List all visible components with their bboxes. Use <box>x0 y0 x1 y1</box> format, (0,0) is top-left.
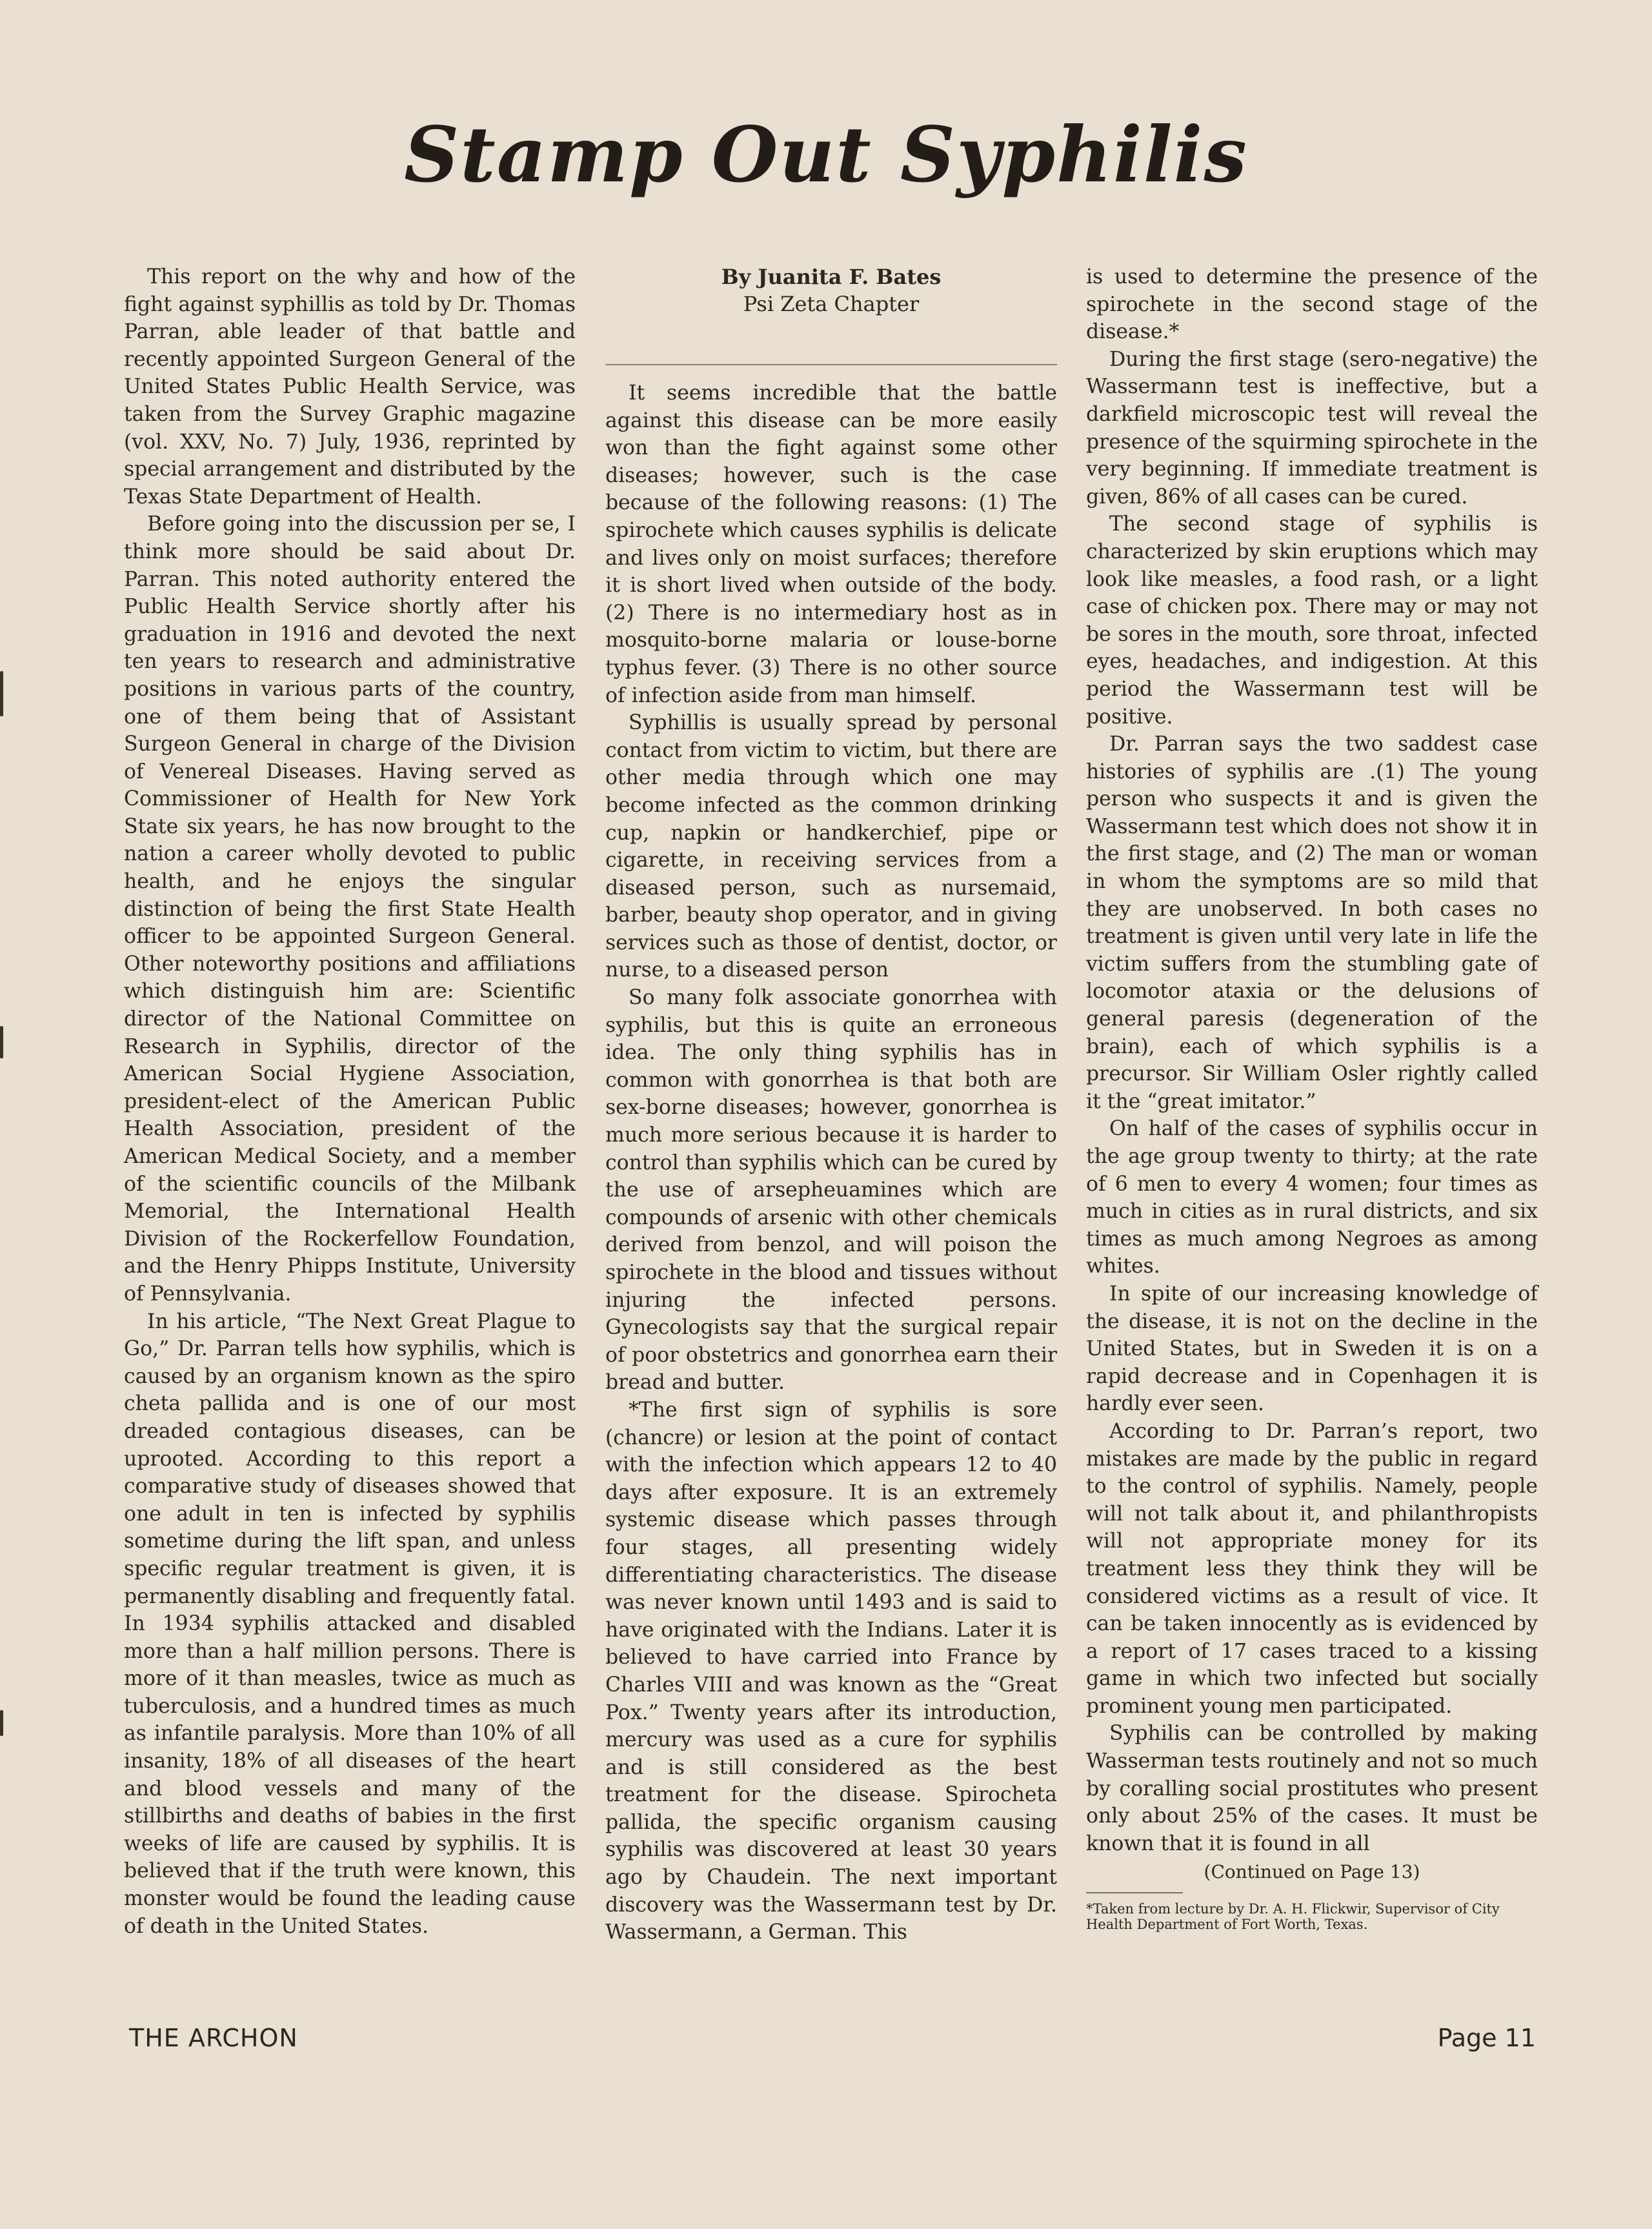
paragraph: So many folk associate gonorrhea with syphilis, but this is quite an erroneous idea. The only thing syphilis has in common with gonorrhea is that both are sex-borne diseases; however, gonorrhea is much more serious because it is harder to control than syphilis which can be cured by the use of arsepheuamines which are compounds of arsenic with other chemicals derived from benzol, and will poison the spirochete in the blood and tissues without injuring the infected persons. Gynecologists say that the surgical repair of poor obstetrics and gonorrhea earn their bread and butter. <box>605 986 1057 1395</box>
article-title: Stamp Out Syphilis <box>404 110 1248 199</box>
paragraph: It seems incredible that the battle against this disease can be more easily won than the fight against some other diseases; however, such is the case because of the following reasons: (1) The spirochete which causes syphilis is delicate and lives only on moist surfaces; therefore it is short lived when outside of the body. (2) There is no intermediary host as in mosquito-borne malaria or louse-borne typhus fever. (3) There is no other source of infection aside from man himself. <box>605 381 1057 707</box>
binding-mark <box>0 671 3 716</box>
footnote-divider <box>1086 1892 1183 1893</box>
binding-mark <box>0 1026 3 1058</box>
continued-note: (Continued on Page 13) <box>1204 1861 1420 1883</box>
paragraph: According to Dr. Parran’s report, two mistakes are made by the public in regard to the control of syphilis. Namely, people will not talk about it, and philanthropists will not appropriate money for its treatment less they think they will be considered victims as a result of vice. It can be taken innocently as is evidenced by a report of 17 cases traced to a kissing game in which two infected but socially prominent young men participated. <box>1086 1419 1538 1718</box>
paragraph: Before going into the discussion per se, I think more should be said about Dr. Parran. This noted authority entered the Public Health Service shortly after his graduation in 1916 and devoted the next ten years to research and administrative positions in various parts of the country, one of them being that of Assistant Surgeon General in charge of the Division of Venereal Diseases. Having served as Commissioner of Health for New York State six years, he has now brought to the nation a career wholly devoted to public health, and he enjoys the singular distinction of being the first State Health officer to be appointed Surgeon General. Other noteworthy positions and affiliations which distinguish him are: Scientific director of the National Committee on Research in Syphilis, director of the American Social Hygiene Association, president-elect of the American Public Health Association, president of the American Medical Society, and a member of the scientific councils of the Milbank Memorial, the International Health Division of the Rockerfellow Foundation, and the Henry Phipps Institute, University of Pennsylvania. <box>124 512 576 1306</box>
byline-divider <box>605 364 1057 365</box>
footnote: *Taken from lecture by Dr. A. H. Flickwir, Supervisor of City Health Department of Fort Worth, Texas. <box>1086 1901 1500 1933</box>
byline <box>605 263 1057 318</box>
paragraph: is used to determine the presence of the spirochete in the second stage of the disease.* <box>1086 265 1538 344</box>
column-2 <box>605 263 1057 1946</box>
author-name: By Juanita F. Bates <box>721 265 942 289</box>
paragraph: In his article, “The Next Great Plague to Go,” Dr. Parran tells how syphilis, which is caused by an organism known as the spiro cheta pallida and is one of our most dreaded contagious diseases, can be uprooted. According to this report a comparative study of diseases showed that one adult in ten is infected by syphilis sometime during the lift span, and unless specific regular treatment is given, it is permanently disabling and frequently fatal. In 1934 syphilis attacked and disabled more than a half million persons. There is more of it than measles, twice as much as tuberculosis, and a hundred times as much as infantile paralysis. More than 10% of all insanity, 18% of all diseases of the heart and blood vessels and many of the stillbirths and deaths of babies in the first weeks of life are caused by syphilis. It is believed that if the truth were known, this monster would be found the leading cause of death in the United States. <box>124 1309 576 1938</box>
paragraph: Syphilis can be controlled by making Wasserman tests routinely and not so much by coralling social prostitutes who present only about 25% of the cases. It must be known that it is found in all <box>1086 1722 1538 1855</box>
paragraph: *The first sign of syphilis is sore (chancre) or lesion at the point of contact with the infection which appears 12 to 40 days after exposure. It is an extremely systemic disease which passes through four stages, all presenting widely differentiating characteristics. The disease was never known until 1493 and is said to have originated with the Indians. Later it is believed to have carried into France by Charles VIII and was known as the “Great Pox.” Twenty years after its introduction, mercury was used as a cure for syphilis and is still considered as the best treatment for the disease. Spirocheta pallida, the specific organism causing syphilis was discovered at least 30 years ago by Chaudein. The next important discovery was the Wassermann test by Dr. Wassermann, a German. This <box>605 1398 1057 1944</box>
page-number: Page 11 <box>1437 2024 1536 2052</box>
paragraph: The second stage of syphilis is characterized by skin eruptions which may look like measles, a food rash, or a light case of chicken pox. There may or may not be sores in the mouth, sore throat, infected eyes, headaches, and indigestion. At this period the Wassermann test will be positive. <box>1086 512 1538 729</box>
paragraph: Dr. Parran says the two saddest case histories of syphilis are .(1) The young person who suspects it and is given the Wassermann test which does not show it in the first stage, and (2) The man or woman in whom the symptoms are so mild that they are unobserved. In both cases no treatment is given until very late in life the victim suffers from the stumbling gate of locomotor ataxia or the delusions of general paresis (degeneration of the brain), each of which syphilis is a precursor. Sir William Osler rightly called it the “great imitator.” <box>1086 732 1538 1113</box>
paragraph: In spite of our increasing knowledge of the disease, it is not on the decline in the United States, but in Sweden it is on a rapid decrease and in Copenhagen it is hardly ever seen. <box>1086 1282 1538 1416</box>
paragraph: During the first stage (sero-negative) the Wassermann test is ineffective, but a darkfield microscopic test will reveal the presence of the squirming spirochete in the very beginning. If immediate treatment is given, 86% of all cases can be cured. <box>1086 347 1538 509</box>
column-3 <box>1086 263 1538 1932</box>
paragraph: On half of the cases of syphilis occur in the age group twenty to thirty; at the rate of 6 men to every 4 women; four times as much in cities as in rural districts, and six times as much among Negroes as among whites. <box>1086 1117 1538 1278</box>
binding-mark <box>0 1710 3 1736</box>
publication-name: THE ARCHON <box>129 2024 298 2052</box>
chapter-name: Psi Zeta Chapter <box>743 292 920 316</box>
paragraph: This report on the why and how of the fight against syphillis as told by Dr. Thomas Parran, able leader of that battle and recently appointed Surgeon General of the United States Public Health Service, was taken from the Survey Graphic magazine (vol. XXV, No. 7) July, 1936, reprinted by special arrangement and distributed by the Texas State Department of Health. <box>124 265 576 509</box>
paragraph: Syphillis is usually spread by personal contact from victim to victim, but there are other media through which one may become infected as the common drinking cup, napkin or handkerchief, pipe or cigarette, in receiving services from a diseased person, such as nursemaid, barber, beauty shop operator, and in giving services such as those of dentist, doctor, or nurse, to a diseased person <box>605 711 1057 982</box>
column-1 <box>124 263 576 1940</box>
